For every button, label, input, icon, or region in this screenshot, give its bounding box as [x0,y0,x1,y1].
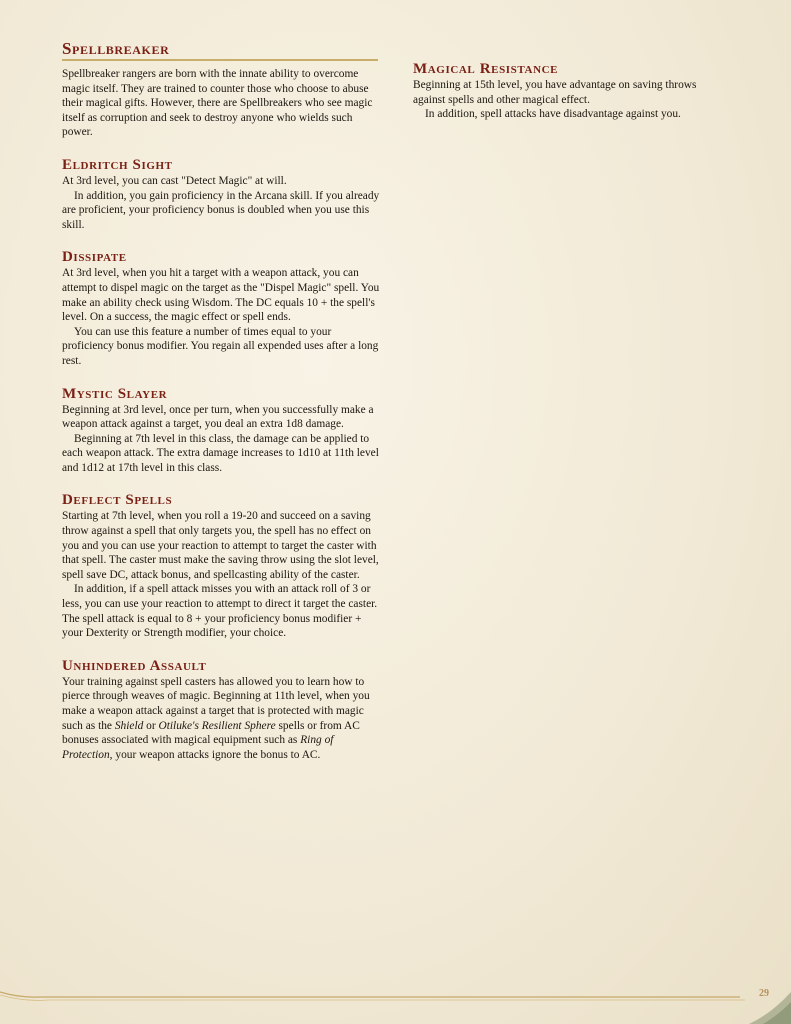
mystic-slayer-paragraph-2: Beginning at 7th level in this class, the damage can be applied to each weapon attack. The extra damage increases to 1d10 at 11th level and 1d12 at 17th level in this class. [62,432,379,474]
dissipate-paragraph-2: You can use this feature a number of times equal to your proficiency bonus modifier. You regain all expended uses after a long rest. [62,325,379,367]
deflect-spells-paragraph-1: Starting at 7th level, when you roll a 19-20 and succeed on a saving throw against a spell that only targets you, the spell has no effect on you and you can use your reaction to attempt to target the caster with that spell. The caster must make the saving throw using the slot level, spell save DC, attack bonus, and spellcasting ability of the caster. [62,510,379,581]
section-spellbreaker [62,40,380,140]
right-column [413,60,731,122]
section-magical-resistance [413,60,731,122]
spell-name-shield: Shield [114,719,144,732]
magical-resistance-paragraph-1: Beginning at 15th level, you have advantage on saving throws against spells and other magical effect. [413,79,697,106]
item-name-ring-of-protection: Ring of Protection [62,734,334,761]
section-eldritch-sight [62,156,380,232]
eldritch-sight-paragraph-2: In addition, you gain proficiency in the Arcana skill. If you already are proficient, your proficiency bonus is doubled when you use this skill. [62,189,380,231]
spell-name-otilukes-resilient-sphere: Otiluke's Resilient Sphere [158,719,276,732]
section-title-deflect-spells: Deflect Spells [62,492,173,509]
page-number: 29 [759,988,769,999]
section-title-eldritch-sight: Eldritch Sight [62,156,173,173]
footer-ornament [0,990,791,1004]
section-mystic-slayer [62,385,380,476]
mystic-slayer-paragraph-1: Beginning at 3rd level, once per turn, when you successfully make a weapon attack against a target, you deal an extra 1d8 damage. [62,403,374,431]
eldritch-sight-paragraph-1: At 3rd level, you can cast "Detect Magic" at will. [62,174,287,187]
section-title-dissipate: Dissipate [62,249,127,266]
left-column [62,40,380,762]
spellbreaker-paragraph: Spellbreaker rangers are born with the innate ability to overcome magic itself. They are trained to counter those who choose to abuse their magical gifts. However, there are Spellbreakers who see magic itself as corruption and seek to destroy anyone who wields such power. [62,68,373,139]
section-dissipate [62,248,380,368]
section-title-unhindered-assault: Unhindered Assault [62,657,207,674]
corner-ornament [731,984,791,1024]
section-title-mystic-slayer: Mystic Slayer [62,385,168,402]
deflect-spells-paragraph-2: In addition, if a spell attack misses you with an attack roll of 3 or less, you can use your reaction to attempt to direct it target the caster. The spell attack is equal to 8 + your proficiency bonus modifier + your Dexterity or Strength modifier, your choice. [62,583,378,640]
section-deflect-spells [62,491,380,640]
dissipate-paragraph-1: At 3rd level, when you hit a target with a weapon attack, you can attempt to dispel magic on the target as the "Dispel Magic" spell. You make an ability check using Wisdom. The DC equals 10 + the spell's level. On a success, the magic effect or spell ends. [62,267,380,324]
section-title-magical-resistance: Magical Resistance [413,61,559,77]
unhindered-assault-paragraph: Your training against spell casters has allowed you to learn how to pierce through weaves of magic. Beginning at 11th level, when you make a weapon attack against a target that is protected with magic such as the Shield or Otiluke's Resilient Sphere spells or from AC bonuses associated with magical equipment such as Ring of Protection, your weapon attacks ignore the bonus to AC. [62,675,370,761]
title-underline [62,59,378,61]
section-title-spellbreaker: Spellbreaker [62,39,170,58]
magical-resistance-paragraph-2: In addition, spell attacks have disadvantage against you. [425,108,681,121]
section-unhindered-assault [62,657,380,763]
